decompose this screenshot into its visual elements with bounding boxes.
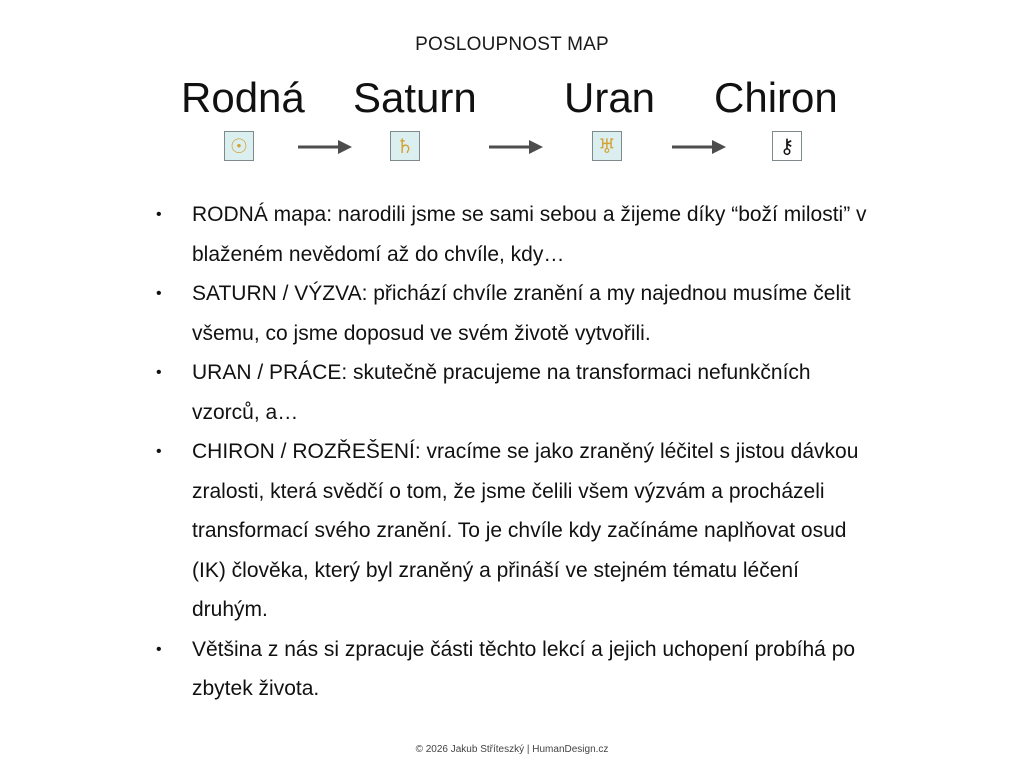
list-item bbox=[150, 274, 880, 353]
chart-label-saturn: Saturn bbox=[353, 74, 477, 121]
bullet-text: RODNÁ mapa: narodili jsme se sami sebou a žijeme díky “boží milosti” v blaženém nevědomí až do chvíle, kdy… bbox=[192, 203, 867, 266]
chart-label-chiron: Chiron bbox=[714, 74, 838, 121]
list-item bbox=[150, 432, 880, 630]
list-item bbox=[150, 195, 880, 274]
bullet-list bbox=[150, 195, 880, 709]
bullet-marker: • bbox=[156, 206, 162, 223]
bullet-text: CHIRON / ROZŘEŠENÍ: vracíme se jako zraněný léčitel s jistou dávkou zralosti, která svědčí o tom, že jsme čelili všem výzvám a procházeli transformací svého zranění. To je chvíle kdy začínáme naplňovat osud (IK) člověka, který byl zraněný a přináší ve stejném tématu léčení druhým. bbox=[192, 440, 859, 621]
right-arrow-icon bbox=[298, 137, 354, 157]
slide-title: POSLOUPNOST MAP bbox=[415, 34, 609, 55]
uranus-icon: ♅ bbox=[592, 131, 622, 161]
sun-icon: ☉ bbox=[224, 131, 254, 161]
bullet-marker: • bbox=[156, 443, 162, 460]
footer-copyright: © 2026 Jakub Stříteszký | HumanDesign.cz bbox=[415, 744, 609, 755]
bullet-marker: • bbox=[156, 285, 162, 302]
bullet-marker: • bbox=[156, 364, 162, 381]
right-arrow-icon bbox=[672, 137, 728, 157]
list-item bbox=[150, 353, 880, 432]
list-item bbox=[150, 630, 880, 709]
right-arrow-icon bbox=[489, 137, 545, 157]
bullet-text: SATURN / VÝZVA: přichází chvíle zranění a my najednou musíme čelit všemu, co jsme doposud ve svém životě vytvořili. bbox=[192, 282, 851, 345]
bullet-text: URAN / PRÁCE: skutečně pracujeme na transformaci nefunkčních vzorců, a… bbox=[192, 361, 811, 424]
saturn-icon: ♄ bbox=[390, 131, 420, 161]
bullet-marker: • bbox=[156, 640, 162, 658]
chart-label-uran: Uran bbox=[564, 74, 656, 121]
bullet-text: Většina z nás si zpracuje části těchto lekcí a jejich uchopení probíhá po zbytek života. bbox=[192, 637, 856, 700]
chart-label-rodna: Rodná bbox=[181, 74, 305, 121]
chiron-icon: ⚷ bbox=[772, 131, 802, 161]
